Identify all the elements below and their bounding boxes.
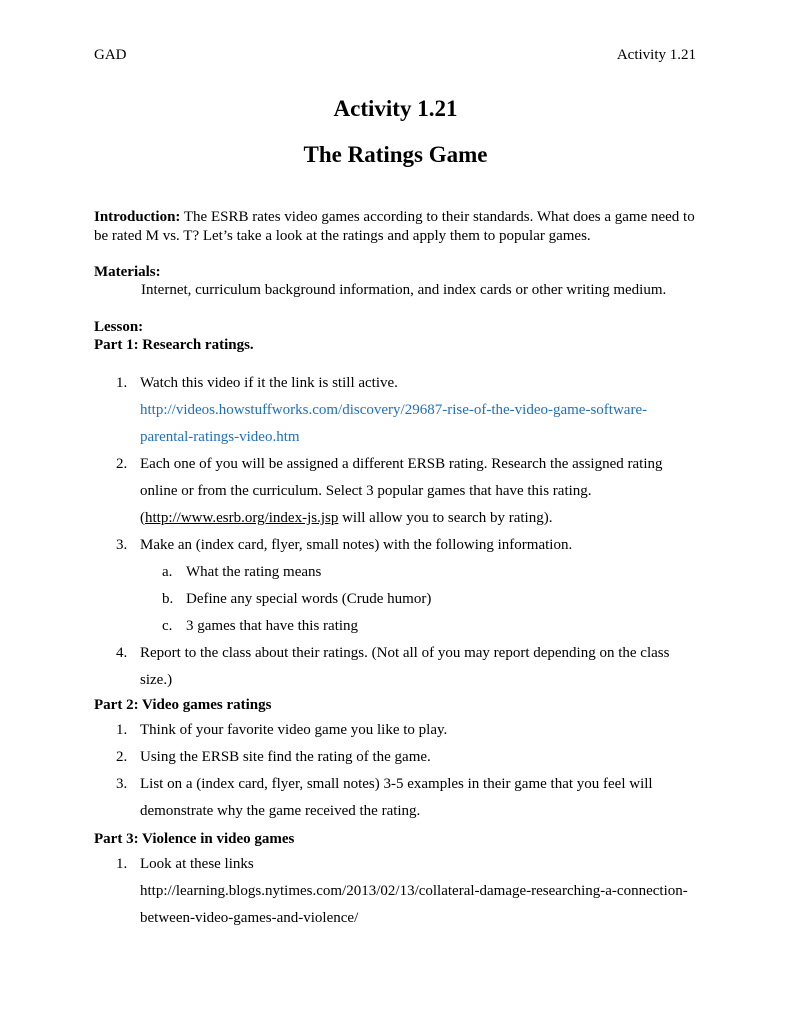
introduction-label: Introduction: [94, 209, 181, 225]
nytimes-link[interactable]: http://learning.blogs.nytimes.com/2013/02/13/collateral-damage-researching-a-connection-between-video-games-and-violence/ [140, 883, 688, 926]
sub-list-letter: c. [162, 618, 173, 634]
part1-heading-text: Part 1: Research ratings. [94, 337, 254, 353]
list-item [94, 640, 698, 694]
part3-heading-text: Part 3: Violence in video games [94, 831, 295, 847]
page-subtitle: The Ratings Game [303, 142, 488, 167]
list-item [94, 744, 698, 771]
list-item-text: Look at these links [140, 856, 254, 872]
list-item-text: Report to the class about their ratings. (Not all of you may report depending on the class size.) [140, 645, 670, 688]
sub-list-letter: a. [162, 564, 173, 580]
list-item-text: Each one of you will be assigned a different ERSB rating. Research the assigned rating online or from the curriculum. Select 3 popular games that have this rating. [140, 456, 663, 499]
list-number: 2. [116, 456, 128, 472]
list-item-text: Watch this video if it the link is still active. [140, 375, 398, 391]
materials-text: Internet, curriculum background information, and index cards or other writing medium. [141, 282, 667, 298]
list-item [94, 717, 698, 744]
part2-heading [94, 696, 698, 715]
part1-heading [94, 336, 698, 355]
part2-heading-text: Part 2: Video games ratings [94, 697, 272, 713]
list-item-text-after: will allow you to search by rating). [338, 510, 553, 526]
part3-list [94, 851, 698, 932]
sub-list-item-text: Define any special words (Crude humor) [186, 591, 432, 607]
sub-list-item-text: 3 games that have this rating [186, 618, 359, 634]
lesson-heading [94, 318, 698, 337]
list-item-text: List on a (index card, flyer, small notes) 3-5 examples in their game that you feel will demonstrate why the game received the rating. [140, 776, 653, 819]
list-item [94, 451, 698, 532]
sub-list-letter: b. [162, 591, 174, 607]
list-number: 4. [116, 645, 128, 661]
list-item-text: Think of your favorite video game you like to play. [140, 722, 448, 738]
list-item [94, 532, 698, 640]
header-left: GAD [94, 47, 127, 63]
lesson-label: Lesson: [94, 319, 144, 335]
list-number: 3. [116, 776, 128, 792]
list-item-text: Make an (index card, flyer, small notes) with the following information. [140, 537, 573, 553]
sub-list-item [140, 613, 698, 640]
esrb-link[interactable]: http://www.esrb.org/index-js.jsp [145, 510, 339, 526]
sub-list-item [140, 586, 698, 613]
list-number: 1. [116, 856, 128, 872]
part3-heading [94, 830, 698, 849]
video-link[interactable]: http://videos.howstuffworks.com/discovery/29687-rise-of-the-video-game-software-parental-ratings-video.htm [140, 402, 648, 445]
list-item [94, 851, 698, 932]
list-item [94, 771, 698, 825]
sub-list [140, 559, 698, 640]
sub-list-item-text: What the rating means [186, 564, 322, 580]
part1-list [94, 370, 698, 694]
list-item [94, 370, 698, 451]
header-right: Activity 1.21 [616, 47, 696, 63]
list-number: 3. [116, 537, 128, 553]
introduction-paragraph [94, 208, 698, 246]
list-item-text: Using the ERSB site find the rating of the game. [140, 749, 431, 765]
page-title: Activity 1.21 [333, 96, 458, 121]
list-number: 2. [116, 749, 128, 765]
list-number: 1. [116, 722, 128, 738]
list-number: 1. [116, 375, 128, 391]
sub-list-item [140, 559, 698, 586]
introduction-text: The ESRB rates video games according to their standards. What does a game need to be rated M vs. T? Let’s take a look at the ratings and apply them to popular games. [94, 209, 695, 244]
materials-label: Materials: [94, 264, 161, 280]
part2-list [94, 717, 698, 825]
materials-heading [94, 263, 698, 282]
paren-open: ( [140, 510, 145, 526]
